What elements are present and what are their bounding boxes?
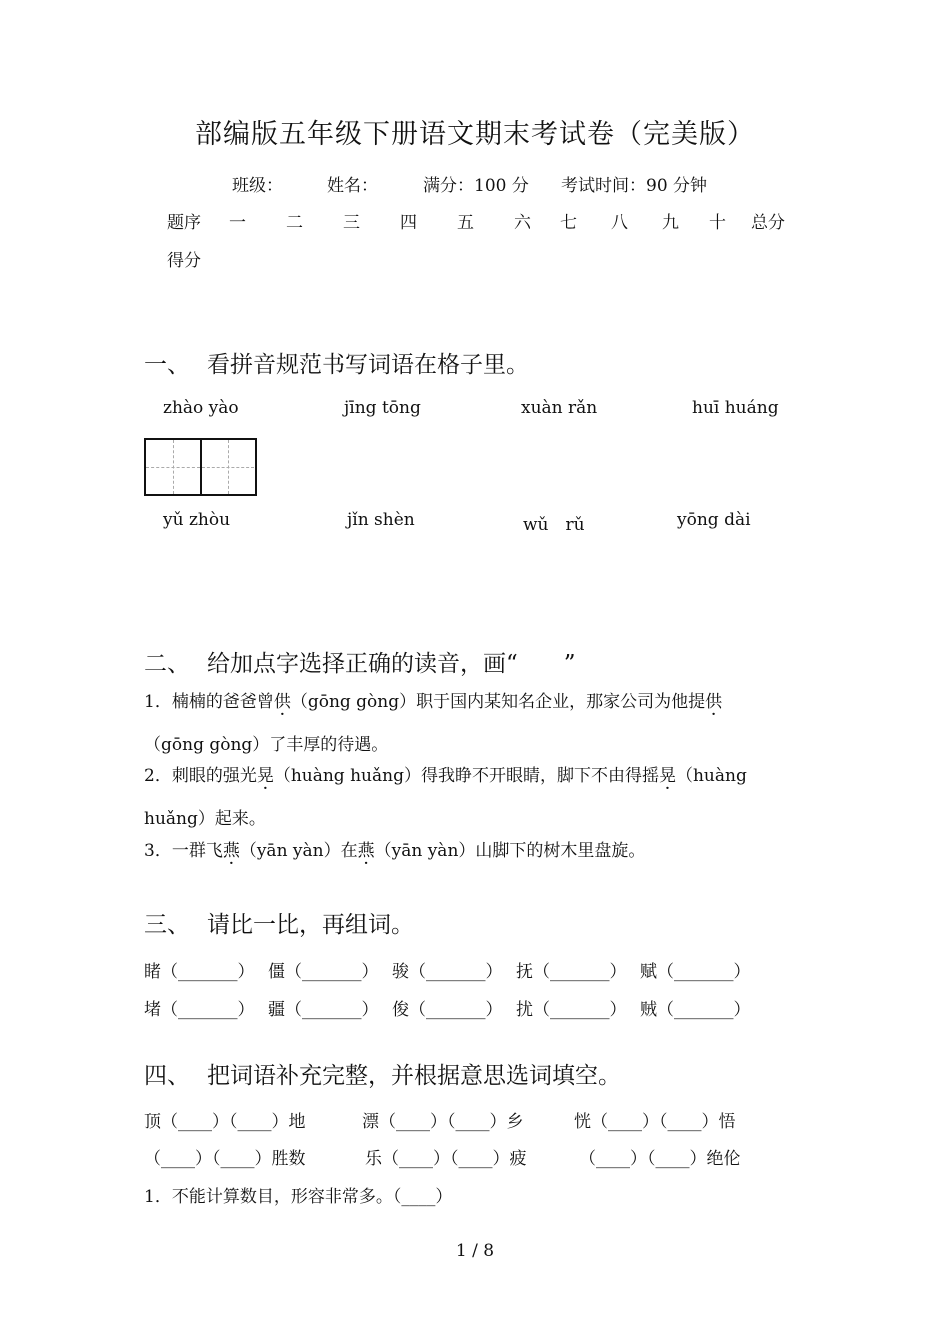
section-4-number: 四、 xyxy=(144,1063,190,1089)
idiom-item: 顶（____）（____）地 xyxy=(144,1112,306,1132)
question-2-1-line2: （gōng gòng）了丰厚的待遇。 xyxy=(144,735,389,755)
compare-item: 赋（_______） xyxy=(640,962,751,982)
section-2-heading xyxy=(144,645,576,678)
dotted-char: 供 xyxy=(705,692,723,712)
q-text: （huàng xyxy=(675,766,747,786)
score-header-cell: 七 xyxy=(560,213,577,233)
idiom-item: （____）（____）绝伦 xyxy=(579,1149,741,1169)
compare-row-2 xyxy=(144,995,751,1020)
page-number: 1 / 8 xyxy=(455,1241,495,1261)
score-header-cell: 四 xyxy=(400,213,417,233)
pinyin-item: jǐn shèn xyxy=(347,510,415,530)
section-1-number: 一、 xyxy=(144,352,190,378)
q-text: （gōng gòng）职于国内某知名企业，那家公司为他提 xyxy=(290,692,706,712)
score-header-cell: 三 xyxy=(343,213,360,233)
pinyin-item: jīng tōng xyxy=(344,398,421,418)
compare-row-1 xyxy=(144,957,751,982)
idiom-row-2 xyxy=(144,1144,741,1169)
compare-item: 扰（_______） xyxy=(516,1000,627,1020)
section-2-title: 给加点字选择正确的读音，画“ ” xyxy=(207,651,576,677)
score-header-cell: 一 xyxy=(229,213,246,233)
question-2-2-line2: huǎng）起来。 xyxy=(144,809,266,829)
writing-grid-cell[interactable] xyxy=(146,440,200,494)
section-3-number: 三、 xyxy=(144,912,190,938)
pinyin-item: xuàn rǎn xyxy=(521,398,598,418)
q-text: （huàng huǎng）得我睁不开眼睛，脚下不由得摇 xyxy=(273,766,659,786)
pinyin-item: wǔ rǔ xyxy=(523,515,585,535)
compare-item: 疆（_______） xyxy=(268,1000,379,1020)
compare-item: 俊（_______） xyxy=(392,1000,503,1020)
score-header-cell: 总分 xyxy=(751,213,785,233)
pinyin-item: zhào yào xyxy=(163,398,239,418)
writing-grid[interactable] xyxy=(144,438,257,496)
score-header-cell: 六 xyxy=(514,213,531,233)
idiom-item: 乐（____）（____）疲 xyxy=(365,1149,527,1169)
q-text: （yān yàn）在 xyxy=(239,841,358,861)
exam-time-label: 考试时间：90 分钟 xyxy=(561,176,708,196)
section-4-title: 把词语补充完整，并根据意思选词填空。 xyxy=(207,1063,621,1089)
question-4-1: 1．不能计算数目，形容非常多。（____） xyxy=(144,1187,453,1207)
score-header-cell: 十 xyxy=(709,213,726,233)
name-label: 姓名： xyxy=(327,176,378,196)
score-header-cell: 五 xyxy=(457,213,474,233)
dotted-char: 晃 xyxy=(658,766,676,786)
writing-grid-cell[interactable] xyxy=(200,440,254,494)
score-row-label: 得分 xyxy=(167,251,201,271)
section-2-number: 二、 xyxy=(144,651,190,677)
dotted-char: 燕 xyxy=(222,841,240,861)
q-text: 2．刺眼的强光 xyxy=(144,766,257,786)
section-1-title: 看拼音规范书写词语在格子里。 xyxy=(207,352,529,378)
section-3-title: 请比一比，再组词。 xyxy=(207,912,414,938)
compare-item: 堵（_______） xyxy=(144,1000,255,1020)
dotted-char: 供 xyxy=(273,692,291,712)
question-2-2-line1 xyxy=(144,764,747,788)
idiom-row-1 xyxy=(144,1107,736,1132)
compare-item: 骏（_______） xyxy=(392,962,503,982)
section-4-heading xyxy=(144,1057,621,1090)
class-label: 班级： xyxy=(232,176,283,196)
score-header-cell: 题序 xyxy=(167,213,201,233)
dotted-char: 燕 xyxy=(357,841,375,861)
full-score-label: 满分：100 分 xyxy=(423,176,529,196)
q-text: 1．楠楠的爸爸曾 xyxy=(144,692,274,712)
pinyin-item: yōng dài xyxy=(677,510,751,530)
section-3-heading xyxy=(144,906,414,939)
pinyin-item: huī huáng xyxy=(692,398,779,418)
pinyin-item: yǔ zhòu xyxy=(163,510,231,530)
q-text: 3．一群飞 xyxy=(144,841,223,861)
page-title: 部编版五年级下册语文期末考试卷（完美版） xyxy=(195,119,755,150)
dotted-char: 晃 xyxy=(256,766,274,786)
question-2-1-line1 xyxy=(144,690,722,714)
compare-item: 贼（_______） xyxy=(640,1000,751,1020)
idiom-item: 漂（____）（____）乡 xyxy=(362,1112,524,1132)
compare-item: 僵（_______） xyxy=(268,962,379,982)
compare-item: 睹（_______） xyxy=(144,962,255,982)
question-2-3 xyxy=(144,839,645,863)
idiom-item: 恍（____）（____）悟 xyxy=(574,1112,736,1132)
idiom-item: （____）（____）胜数 xyxy=(144,1149,306,1169)
score-header-cell: 二 xyxy=(286,213,303,233)
score-header-cell: 九 xyxy=(662,213,679,233)
q-text: （yān yàn）山脚下的树木里盘旋。 xyxy=(374,841,646,861)
score-header-cell: 八 xyxy=(611,213,628,233)
compare-item: 抚（_______） xyxy=(516,962,627,982)
section-1-heading xyxy=(144,346,529,379)
